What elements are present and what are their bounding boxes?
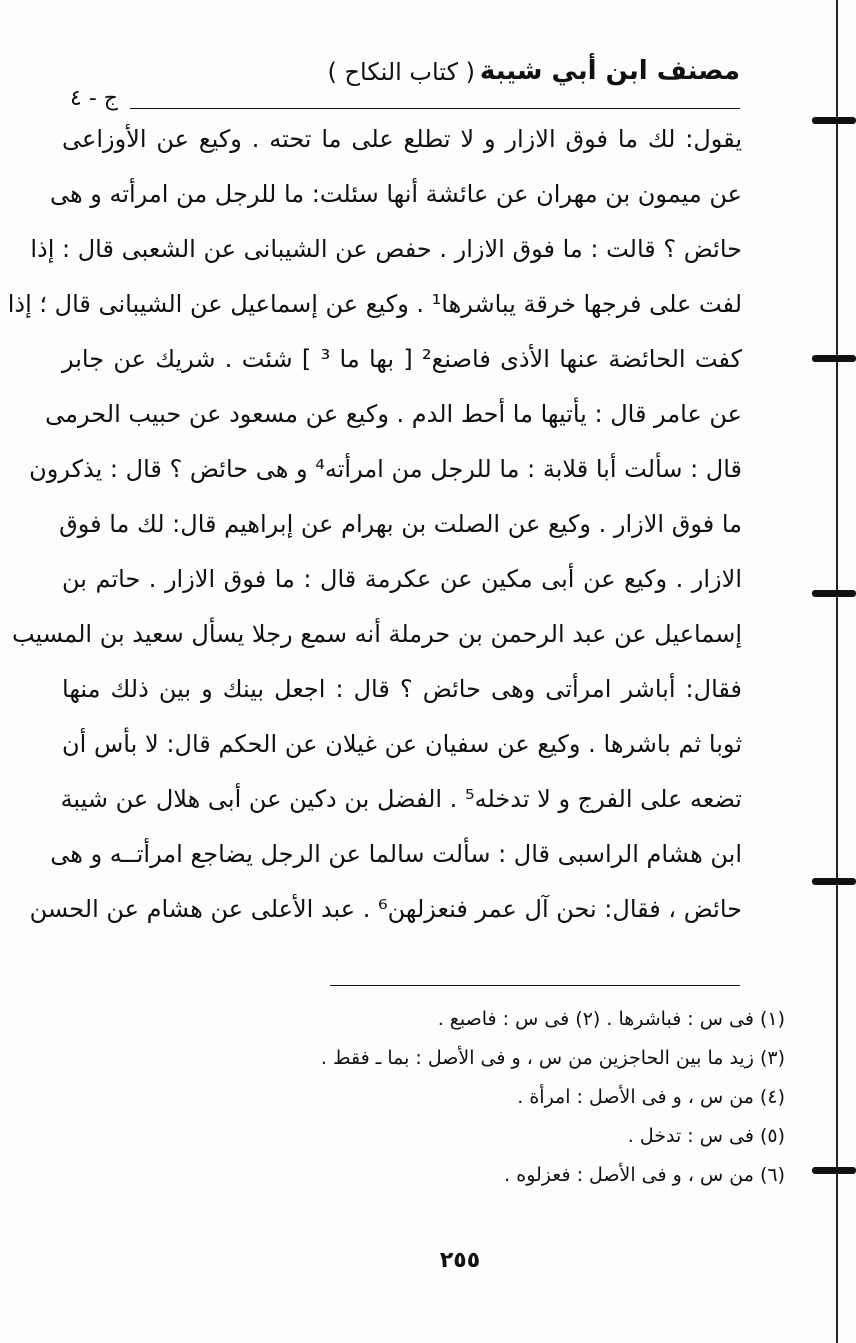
- page-header: [60, 56, 740, 111]
- page-edge-line: [836, 0, 838, 1343]
- text-line: تضعه على الفرج و لا تدخله⁵ . الفضل بن دكين عن أبى هلال عن شيبة: [60, 785, 742, 813]
- edge-mark: [812, 117, 856, 124]
- text-line: يقول: لك ما فوق الازار و لا تطلع على ما تحته . وكيع عن الأوزاعى: [62, 125, 742, 153]
- text-line: ما فوق الازار . وكيع عن الصلت بن بهرام عن إبراهيم قال: لك ما فوق: [59, 510, 742, 538]
- footnote: (٣) زيد ما بين الحاجزين من س ، و فى الأصل : بما ـ فقط .: [320, 1047, 785, 1069]
- footnote: (٥) فى س : تدخل .: [627, 1125, 785, 1147]
- text-line: فقال: أباشر امرأتى وهى حائض ؟ قال : اجعل بينك و بين ذلك منها: [62, 675, 742, 703]
- footnote: (١) فى س : فباشرها . (٢) فى س : فاصبع .: [437, 1008, 785, 1030]
- header-volume: ج - ٤: [70, 86, 118, 111]
- header-rule: [130, 108, 740, 109]
- text-line: حائض ؟ قالت : ما فوق الازار . حفص عن الشيبانى عن الشعبى قال : إذا: [30, 235, 742, 263]
- footnotes: [200, 1000, 785, 1195]
- text-line: لفت على فرجها خرقة يباشرها¹ . وكيع عن إسماعيل عن الشيبانى قال ؛ إذا: [7, 290, 742, 318]
- text-line: ثوبا ثم باشرها . وكيع عن سفيان عن غيلان عن الحكم قال: لا بأس أن: [62, 730, 742, 758]
- edge-mark: [812, 355, 856, 362]
- header-title: مصنف ابن أبي شيبة: [479, 56, 740, 86]
- text-line: الازار . وكيع عن أبى مكين عن عكرمة قال : ما فوق الازار . حاتم بن: [62, 565, 742, 593]
- text-line: حائض ، فقال: نحن آل عمر فنعزلهن⁶ . عبد الأعلى عن هشام عن الحسن: [29, 895, 742, 923]
- edge-mark: [812, 878, 856, 885]
- text-line: عن عامر قال : يأتيها ما أحط الدم . وكيع عن مسعود عن حبيب الحرمى: [45, 400, 742, 428]
- header-book-name: ( كتاب النكاح ): [327, 58, 475, 86]
- text-line: إسماعيل عن عبد الرحمن بن حرملة أنه سمع رجلا يسأل سعيد بن المسيب: [11, 620, 742, 648]
- text-line: ابن هشام الراسبى قال : سألت سالما عن الرجل يضاجع امرأتــه و هى: [50, 840, 742, 868]
- page-number: ٢٥٥: [439, 1248, 481, 1273]
- footnote: (٦) من س ، و فى الأصل : فعزلوه .: [504, 1164, 785, 1186]
- edge-mark: [812, 590, 856, 597]
- footnote: (٤) من س ، و فى الأصل : امرأة .: [517, 1086, 785, 1108]
- text-line: عن ميمون بن مهران عن عائشة أنها سئلت: ما للرجل من امرأته و هى: [49, 180, 742, 208]
- footnote-rule: [330, 985, 740, 986]
- body-text: [7, 112, 742, 937]
- edge-mark: [812, 1167, 856, 1174]
- text-line: كفت الحائضة عنها الأذى فاصنع² [ بها ما ³ ] شئت . شريك عن جابر: [62, 345, 742, 373]
- text-line: قال : سألت أبا قلابة : ما للرجل من امرأته⁴ و هى حائض ؟ قال : يذكرون: [29, 455, 742, 483]
